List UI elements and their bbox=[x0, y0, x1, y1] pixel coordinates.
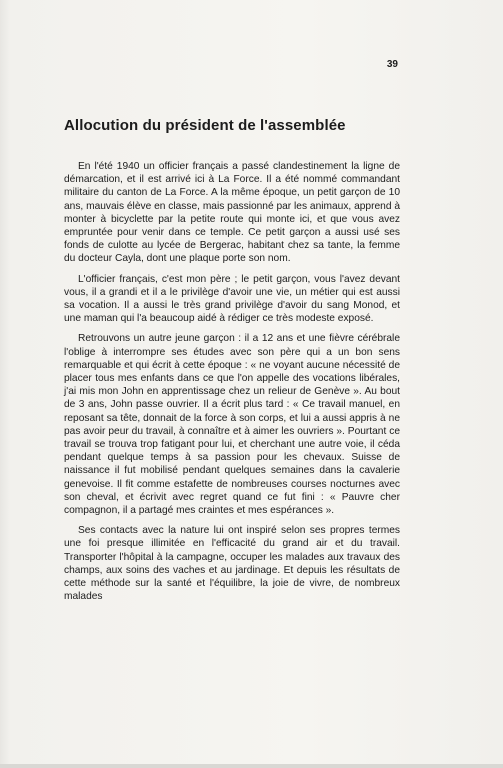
paragraph-4: Ses contacts avec la nature lui ont inspiré selon ses propres termes une foi presque illimitée en l'efficacité du grand air et du travail. Transporter l'hôpital à la campagne, occuper les malades aux travaux des champs, aux soins des vaches et au jardinage. Et depuis les résultats de cette méthode sur la santé et l'équilibre, la joie de vivre, de nombreux malades bbox=[64, 525, 400, 603]
page-number: 39 bbox=[386, 59, 398, 70]
paragraph-1: En l'été 1940 un officier français a passé clandestinement la ligne de démarcation, et il est arrivé ici à La Force. Il a été nommé commandant militaire du canton de La Force. A la même époque, un petit garçon de 10 ans, mauvais élève en classe, mais passionné par les animaux, apprend à monter à bicyclette par la petite route qui monte ici, et que vous avez empruntée pour venir dans ce temple. Ce petit garçon a aussi usé ses fonds de culotte au lycée de Bergerac, habitant chez sa tante, la femme du docteur Cayla, dont une plaque porte son nom. bbox=[64, 161, 400, 265]
page-title: Allocution du président de l'assemblée bbox=[64, 117, 346, 134]
body-text bbox=[64, 160, 400, 611]
paragraph-3: Retrouvons un autre jeune garçon : il a 12 ans et une fièvre cérébrale l'oblige à interrompre ses études avec son père qui a un bon sens remarquable et qui écrit à cette époque : « ne voyant aucune nécessité de placer tous mes enfants dans ce que l'on appelle des vocations libérales, j'ai mis mon John en apprentissage chez un relieur de Genève ». Au bout de 3 ans, John passe ouvrier. Il a écrit plus tard : « Ce travail manuel, en reposant sa tête, donnait de la force à son corps, et lui a aussi appris à ne pas avoir peur du travail, à connaître et à aimer les ouvriers ». Pourtant ce travail se trouva trop fatigant pour lui, et cherchant une autre voie, il céda pendant quelque temps à sa passion pour les chevaux. Suisse de naissance il fut mobilisé pendant quelques semaines dans la cavalerie genevoise. Il fit comme estafette de nombreuses courses nocturnes avec son cheval, et écrivit avec regret quand ce fut fini : « Pauvre cher compagnon, il a partagé mes craintes et mes espérances ». bbox=[64, 333, 400, 517]
page-edge bbox=[0, 764, 503, 768]
paragraph-2: L'officier français, c'est mon père ; le petit garçon, vous l'avez devant vous, il a grandi et il a le privilège d'avoir une vie, un métier qui est aussi sa vocation. Il a aussi le très grand privilège d'avoir du sang Monod, et une maman qui l'a beaucoup aidé à rédiger ce très modeste exposé. bbox=[64, 273, 400, 325]
